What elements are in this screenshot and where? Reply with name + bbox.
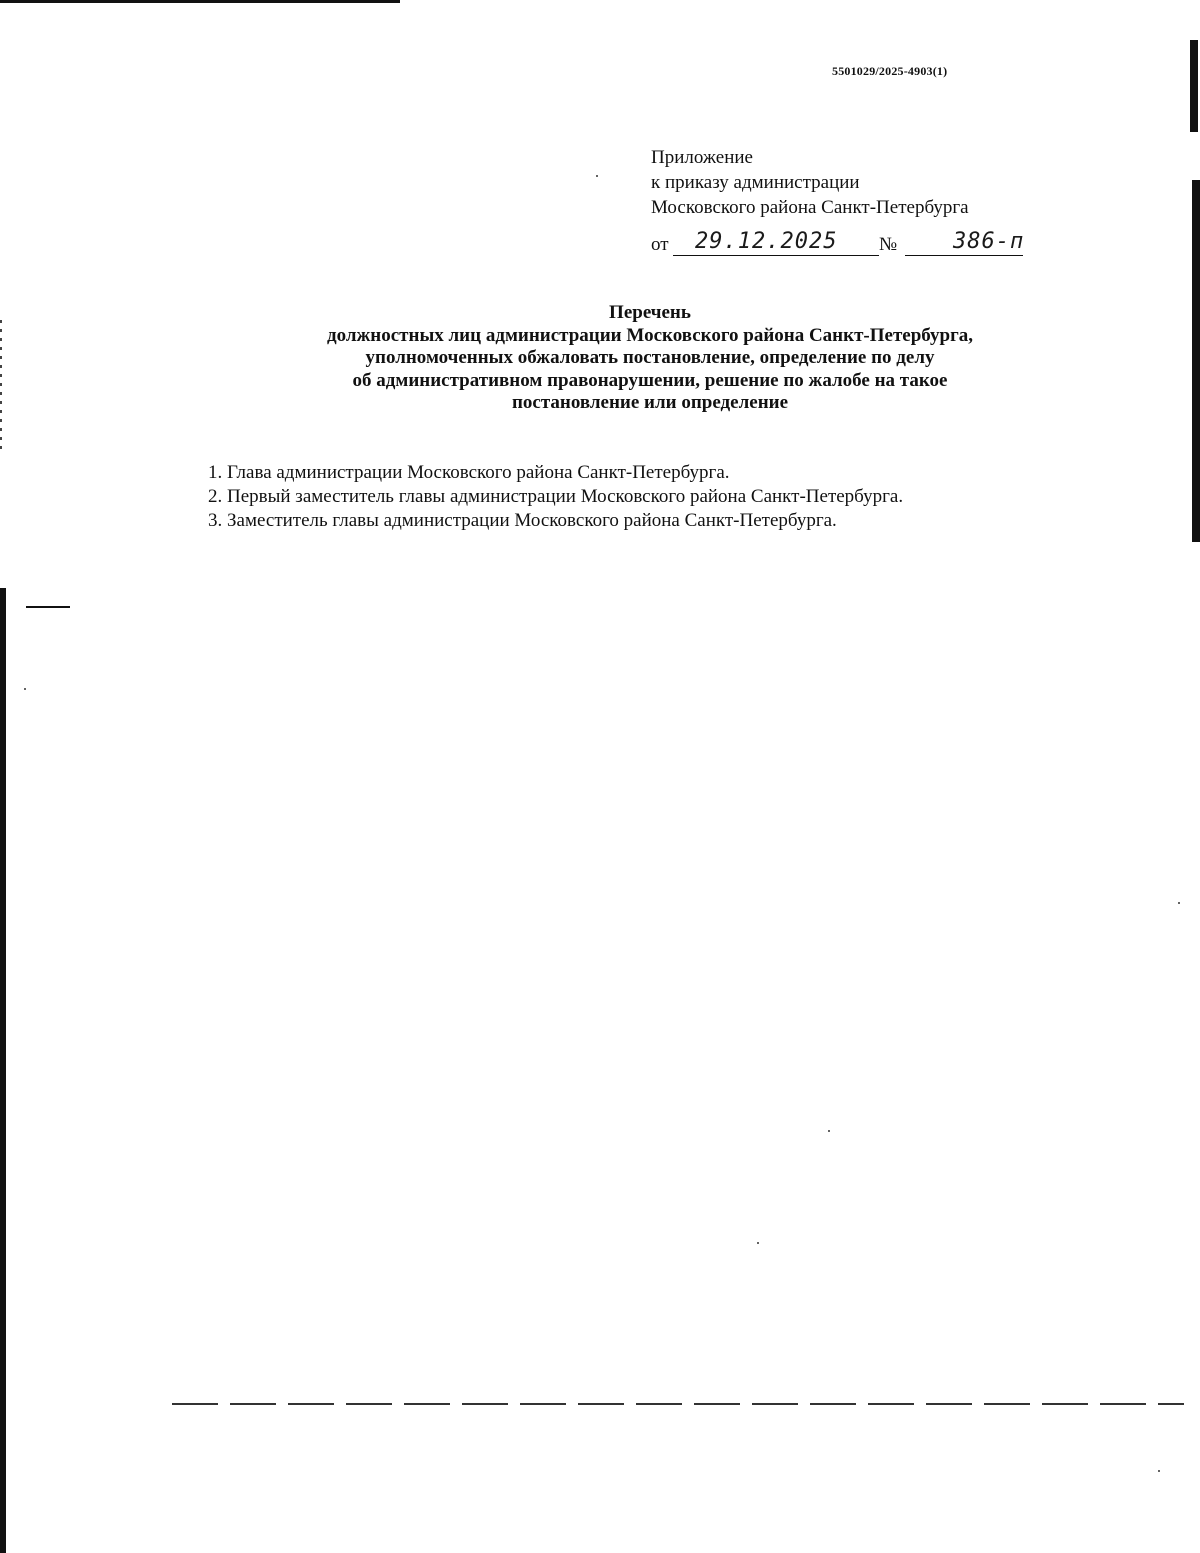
appendix-header	[651, 145, 969, 220]
title-heading: Перечень	[609, 302, 691, 323]
document-id: 5501029/2025-4903(1)	[832, 64, 948, 78]
title-line-3: об административном правонарушении, решение по жалобе на такое	[352, 369, 948, 391]
appendix-line-1: Приложение	[651, 147, 753, 168]
officials-list	[208, 461, 903, 533]
title-line-4: постановление или определение	[511, 392, 789, 413]
scan-speck	[1178, 902, 1180, 904]
scan-dashed-line	[172, 1403, 1184, 1405]
scan-speck	[828, 1130, 830, 1132]
scan-right-edge-mid	[1192, 180, 1200, 542]
scan-left-edge	[0, 588, 6, 1553]
scan-top-edge	[0, 0, 400, 3]
order-reference	[651, 228, 1031, 258]
title-line-1: должностных лиц администрации Московского района Санкт-Петербурга,	[326, 324, 974, 346]
order-date-label: от	[651, 234, 669, 255]
scan-speck	[757, 1242, 759, 1244]
order-number-label: №	[879, 234, 898, 255]
list-item: 1. Глава администрации Московского района Санкт-Петербурга.	[208, 462, 730, 483]
appendix-line-3: Московского района Санкт-Петербурга	[651, 197, 969, 218]
scan-speck	[596, 175, 598, 177]
scan-right-edge-top	[1190, 40, 1198, 132]
list-item: 2. Первый заместитель главы администрации Московского района Санкт-Петербурга.	[208, 486, 904, 507]
order-number-value: 386-п	[953, 229, 1025, 254]
document-title	[200, 302, 1100, 415]
scan-left-dots	[0, 320, 2, 450]
scan-speck	[1158, 1470, 1160, 1472]
appendix-line-2: к приказу администрации	[651, 172, 860, 193]
scan-left-mark	[26, 606, 70, 608]
title-line-2: уполномоченных обжаловать постановление, определение по делу	[365, 347, 935, 368]
order-date-value: 29.12.2025	[695, 229, 838, 254]
scan-speck	[24, 688, 26, 690]
list-item: 3. Заместитель главы администрации Московского района Санкт-Петербурга.	[208, 510, 837, 531]
